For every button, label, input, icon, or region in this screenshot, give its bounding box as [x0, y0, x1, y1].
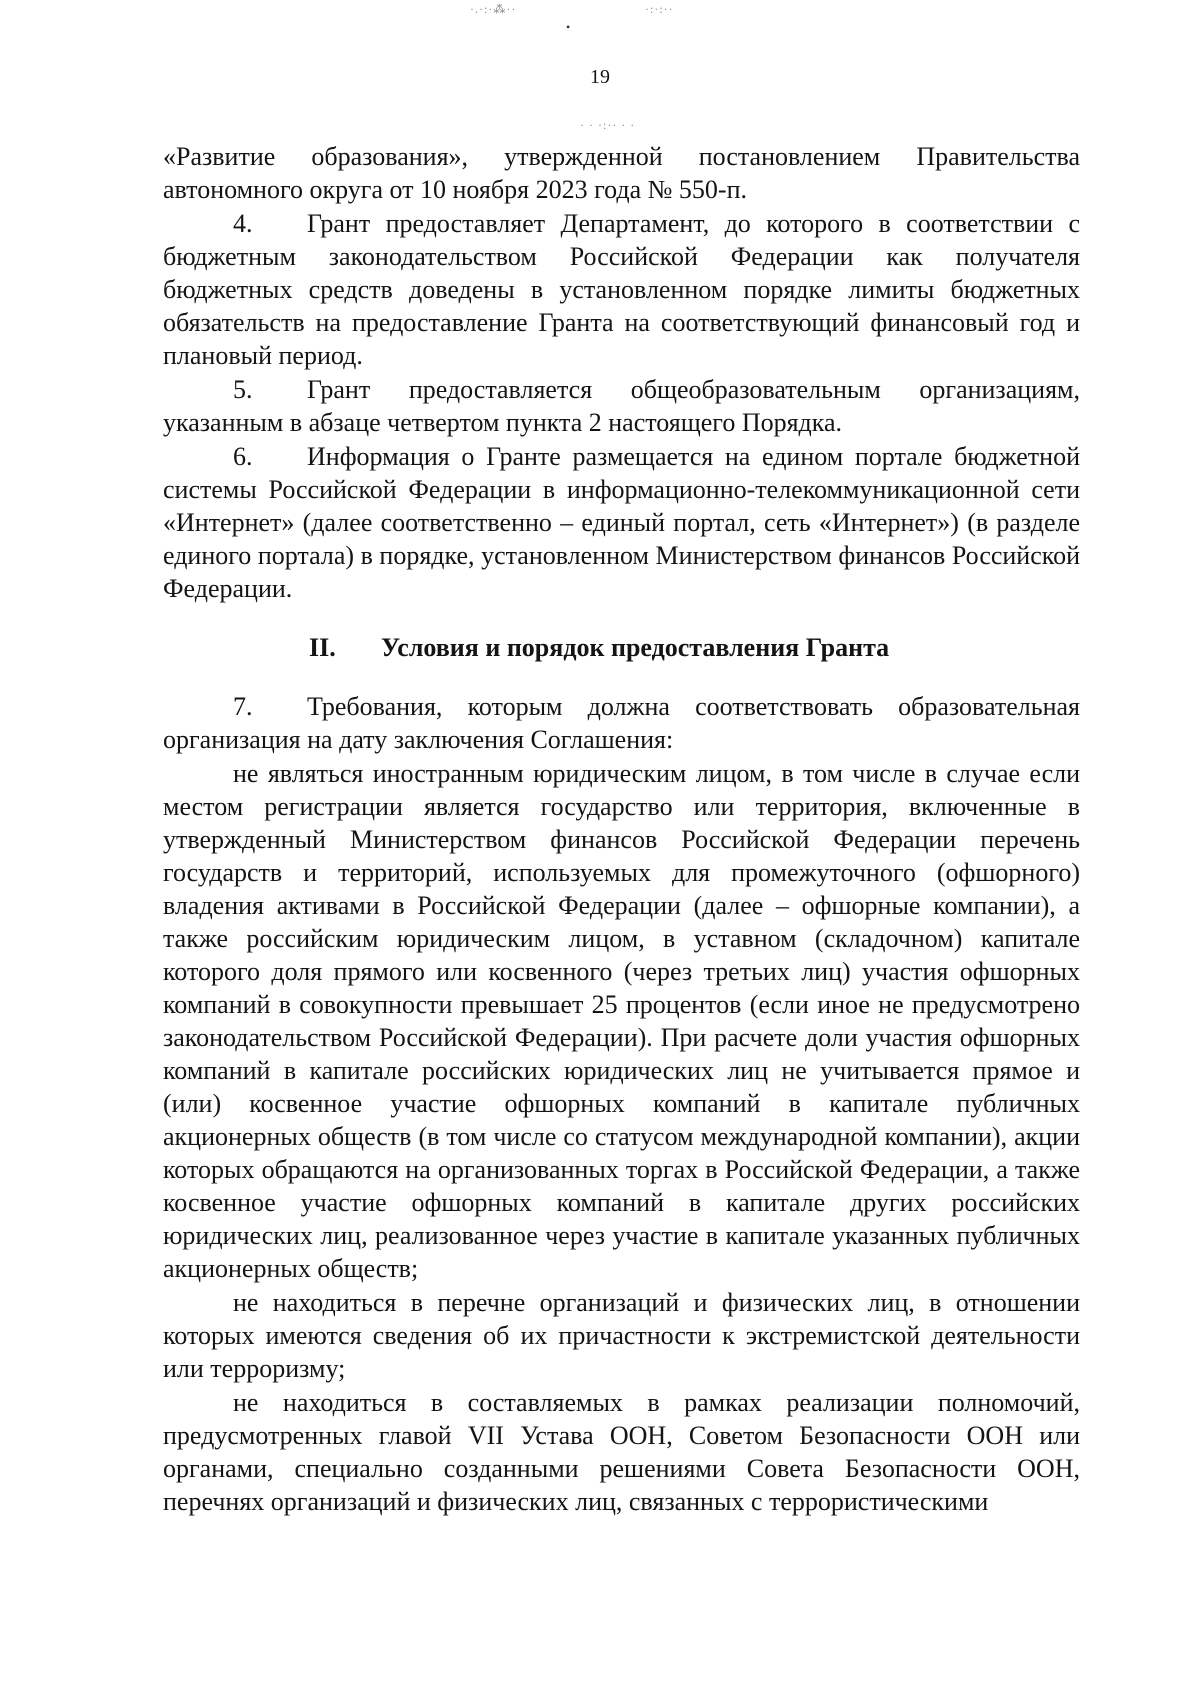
- item-text: Грант предоставляется общеобразовательным организациям, указанным в абзаце четвертом пункта 2 настоящего Порядка.: [163, 375, 1080, 437]
- item-text: Информация о Гранте размещается на едином портале бюджетной системы Российской Федерации в информационно-телекоммуникационной сети «Интернет» (далее соответственно – единый портал, сеть «Интернет») (в разделе единого портала) в порядке, установленном Министерством финансов Российской Федерации.: [163, 442, 1080, 603]
- paragraph-requirement-extremism: не находиться в перечне организаций и физических лиц, в отношении которых имеются сведения об их причастности к экстремистской деятельности или терроризму;: [163, 1288, 1080, 1383]
- item-number: 7.: [233, 692, 253, 721]
- item-text: Требования, которым должна соответствовать образовательная организация на дату заключения Соглашения:: [163, 692, 1080, 754]
- item-number: 6.: [233, 442, 253, 471]
- paragraph-continuation: «Развитие образования», утвержденной постановлением Правительства автономного округа от 10 ноября 2023 года № 550-п.: [163, 142, 1080, 204]
- scan-artifact: · · ·:·· · ·: [580, 118, 636, 132]
- item-number: 4.: [233, 209, 253, 238]
- scan-artifact: ·.·:·⁂··: [470, 2, 517, 16]
- paragraph-item-6: [163, 440, 1080, 605]
- paragraph-item-5: [163, 373, 1080, 439]
- paragraph-item-4: [163, 207, 1080, 372]
- item-number: 5.: [233, 375, 253, 404]
- item-text: Грант предоставляет Департамент, до которого в соответствии с бюджетным законодательством Российской Федерации как получателя бюджетных средств доведены в установленном порядке лимиты бюджетных обязательств на предоставление Гранта на соответствующий финансовый год и плановый период.: [163, 209, 1080, 370]
- paragraph-item-7: [163, 690, 1080, 756]
- paragraph-requirement-offshore: не являться иностранным юридическим лицом, в том числе в случае если местом регистрации является государство или территория, включенные в утвержденный Министерством финансов Российской Федерации перечень государств и территорий, используемых для промежуточного (офшорного) владения активами в Российской Федерации (далее – офшорные компании), а также российским юридическим лицом, в уставном (складочном) капитале которого доля прямого или косвенного (через третьих лиц) участия офшорных компаний в совокупности превышает 25 процентов (если иное не предусмотрено законодательством Российской Федерации). При расчете доли участия офшорных компаний в капитале российских юридических лиц не учитывается прямое и (или) косвенное участие офшорных компаний в капитале публичных акционерных обществ (в том числе со статусом международной компании), акции которых обращаются на организованных торгах в Российской Федерации, а также косвенное участие офшорных компаний в капитале других российских юридических лиц, реализованное через участие в капитале указанных публичных акционерных обществ;: [163, 759, 1080, 1283]
- scan-artifact: ·:·:··: [645, 2, 674, 16]
- section-heading: [163, 631, 1080, 664]
- paragraph-requirement-un-lists: не находиться в составляемых в рамках реализации полномочий, предусмотренных главой VII Устава ООН, Советом Безопасности ООН или органами, специально созданными решениями Совета Безопасности ООН, перечнях организаций и физических лиц, связанных с террористическими: [163, 1388, 1080, 1516]
- section-number: II.: [309, 633, 336, 662]
- page-number: 19: [590, 66, 610, 88]
- section-title: Условия и порядок предоставления Гранта: [381, 633, 890, 662]
- scan-artifact: •: [566, 20, 572, 34]
- document-body: [163, 140, 1080, 1519]
